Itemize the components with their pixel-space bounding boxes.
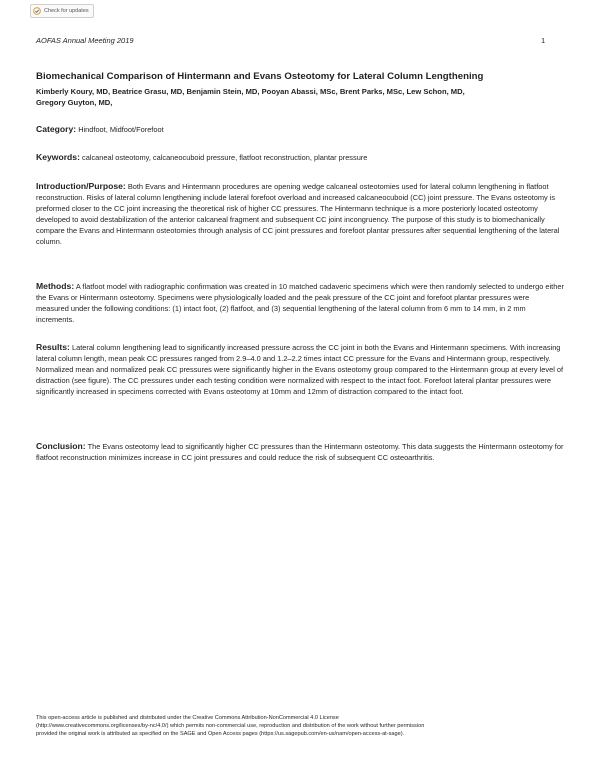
author-list <box>36 86 556 108</box>
keywords-section <box>36 152 564 163</box>
authors-line-2: Gregory Guyton, MD, <box>36 98 113 107</box>
page-number: 1 <box>541 36 546 45</box>
introduction-label: Introduction/Purpose: <box>36 181 126 191</box>
check-for-updates-badge[interactable] <box>30 4 94 18</box>
category-label: Category: <box>36 124 77 134</box>
category-text: Hindfoot, Midfoot/Forefoot <box>78 125 164 134</box>
results-label: Results: <box>36 342 70 352</box>
footer-line-2: (http://www.creativecommons.org/licenses/by-nc/4.0/) which permits non-commercial use, reproduction and distribution of the work without further permission <box>36 723 425 730</box>
conclusion-text: The Evans osteotomy lead to significantly higher CC pressures than the Hintermann osteotomy. This data suggests the Hintermann osteotomy for flatfoot reconstruction minimizes increase in CC joint pressures and could reduce the risk of subsequent CC osteoarthritis. <box>36 442 564 463</box>
keywords-text: calcaneal osteotomy, calcaneocuboid pressure, flatfoot reconstruction, plantar pressure <box>82 153 368 162</box>
methods-text: A flatfoot model with radiographic confirmation was created in 10 matched cadaveric specimens which were then randomly selected to undergo either the Evans or Hintermann osteotomy. Specimens were physiologically loaded and the peak pressure of the CC joint and forefoot plantar pressures were measured under the following conditions: (1) intact foot, (2) flatfoot, and (3) sequential lengthening of the lateral column from 6 mm to 14 mm, in 2 mm increments. <box>36 282 564 325</box>
authors-line-1: Kimberly Koury, MD, Beatrice Grasu, MD, Benjamin Stein, MD, Pooyan Abassi, MSc, Brent Parks, MSc, Lew Schon, MD, <box>36 87 465 96</box>
license-footer <box>36 714 564 739</box>
category-section <box>36 124 564 135</box>
results-section <box>36 342 564 397</box>
keywords-label: Keywords: <box>36 152 80 162</box>
running-header-journal: AOFAS Annual Meeting 2019 <box>36 36 134 45</box>
methods-section <box>36 281 564 325</box>
introduction-section <box>36 181 564 248</box>
introduction-text: Both Evans and Hintermann procedures are opening wedge calcaneal osteotomies used for lateral column lengthening in flatfoot reconstruction. Risks of lateral column lengthening include lateral forefoot overload and increased calcaneocuboid (CC) joint pressure. The Evans osteotomy is preformed closer to the CC joint increasing the theoretical risk of higher CC pressures. The Hintermann technique is a more posteriorly located osteotomy developed to avoid destabilization of the anterior calcaneal fragment and subsequent CC joint incongruency. The purpose of this study is to biomechanically compare the Evans and Hintermann osteotomies through analysis of CC joint pressures and forefoot plantar pressures after sequential lengthening of the lateral column. <box>36 182 560 247</box>
footer-line-1: This open-access article is published and distributed under the Creative Commons Attribution-NonCommercial 4.0 License <box>36 715 339 721</box>
conclusion-section <box>36 441 564 463</box>
article-title: Biomechanical Comparison of Hintermann and Evans Osteotomy for Lateral Column Lengthening <box>36 71 484 82</box>
conclusion-label: Conclusion: <box>36 441 86 451</box>
results-text: Lateral column lengthening lead to significantly increased pressure across the CC joint in both the Evans and Hintermann specimens. With increasing lateral column length, mean peak CC pressures ranged from 2.9–4.0 and 1.2–2.2 times intact CC pressure for the Evans and Hintermann group, respectively. Normalized mean and normalized peak CC pressures were significantly higher in the Evans osteotomy group compared to the Hintermann group at every level of distraction (see figure). The CC pressures under each testing condition were normalized with respect to the intact foot. Forefoot lateral plantar pressures were significantly increased in specimens corrected with Evans osteotomy at 10mm and 12mm of distraction compared to the intact foot. <box>36 343 564 397</box>
check-updates-label: Check for updates <box>44 8 89 14</box>
methods-label: Methods: <box>36 281 75 291</box>
check-updates-icon <box>33 7 41 15</box>
footer-line-3: provided the original work is attributed as specified on the SAGE and Open Access pages (https://us.sagepub.com/en-us/nam/open-access-at-sage). <box>36 731 405 738</box>
